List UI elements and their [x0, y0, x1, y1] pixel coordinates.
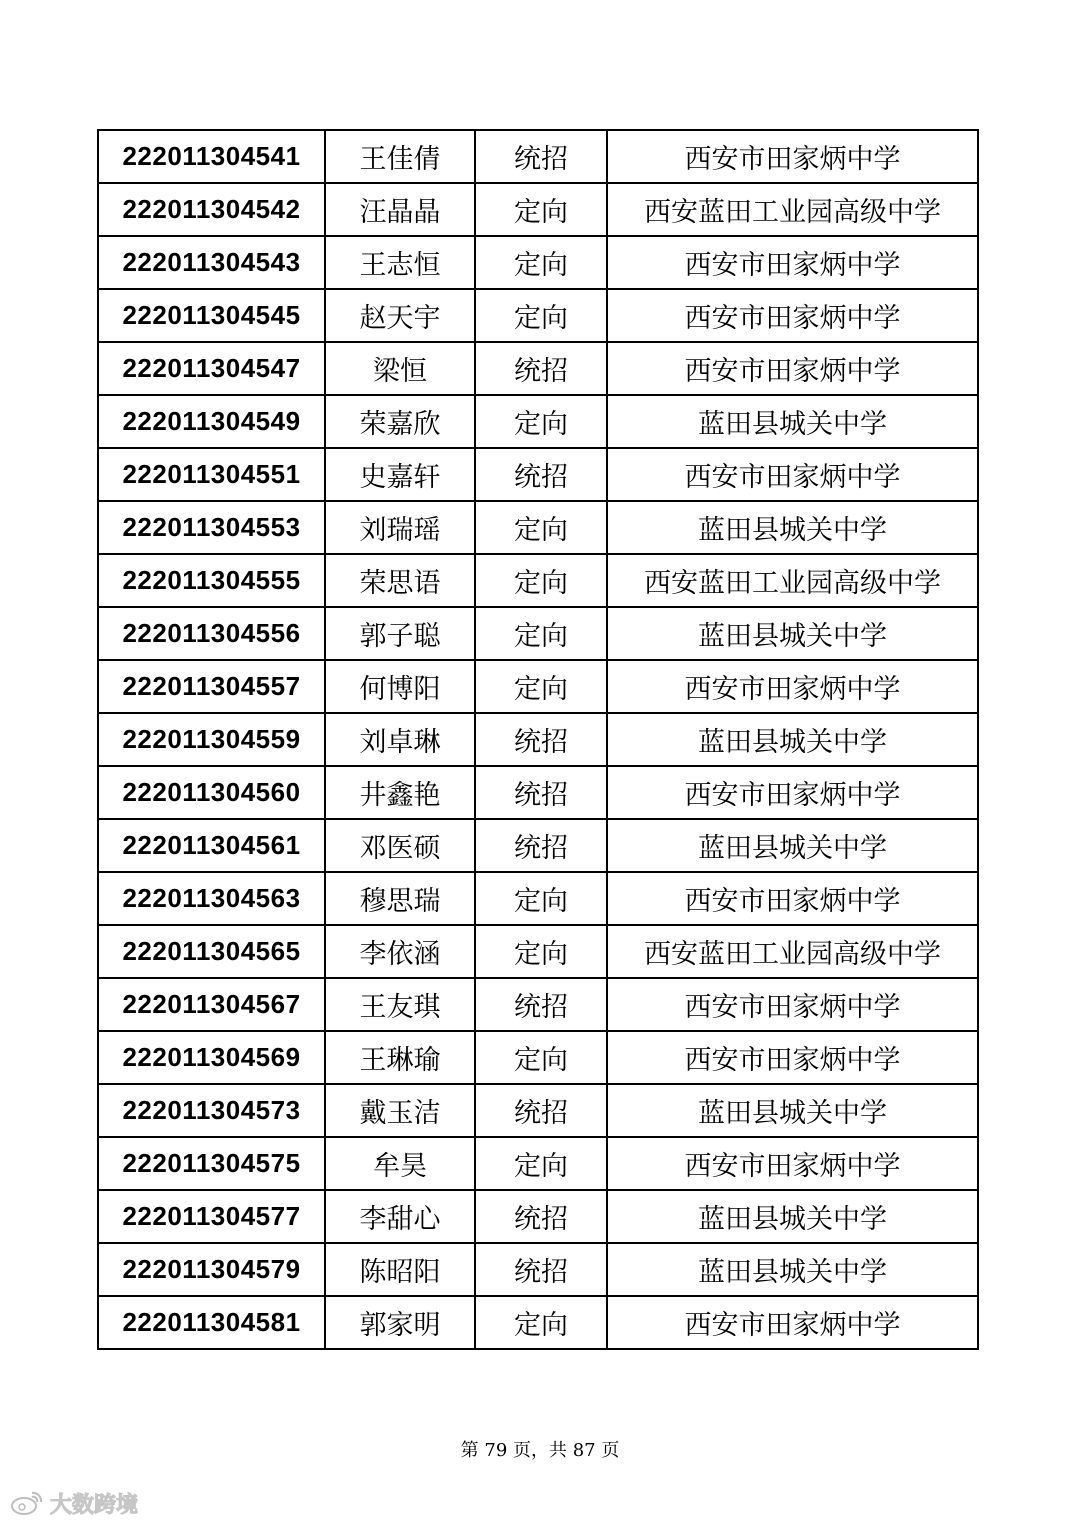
admission-type-cell: 定向 — [475, 1137, 607, 1190]
admission-type-cell: 定向 — [475, 660, 607, 713]
student-name-cell: 荣嘉欣 — [325, 395, 475, 448]
admission-type-cell: 统招 — [475, 448, 607, 501]
admission-type-cell: 定向 — [475, 1296, 607, 1349]
exam-id-cell: 222011304565 — [98, 925, 325, 978]
admission-type-cell: 定向 — [475, 183, 607, 236]
table-row — [98, 1243, 978, 1296]
school-cell: 西安市田家炳中学 — [607, 978, 978, 1031]
school-cell: 西安市田家炳中学 — [607, 236, 978, 289]
student-name-cell: 王琳瑜 — [325, 1031, 475, 1084]
student-name-cell: 陈昭阳 — [325, 1243, 475, 1296]
school-cell: 西安市田家炳中学 — [607, 1031, 978, 1084]
admission-type-cell: 统招 — [475, 819, 607, 872]
admission-type-cell: 定向 — [475, 554, 607, 607]
admission-type-cell: 统招 — [475, 130, 607, 183]
school-cell: 西安市田家炳中学 — [607, 289, 978, 342]
school-cell: 西安市田家炳中学 — [607, 766, 978, 819]
page-number: 第 79 页，共 87 页 — [460, 1440, 620, 1461]
school-cell: 蓝田县城关中学 — [607, 713, 978, 766]
admission-type-cell: 定向 — [475, 872, 607, 925]
table-row — [98, 554, 978, 607]
watermark-text: 大数跨境 — [50, 1492, 139, 1518]
admission-type-cell: 统招 — [475, 1190, 607, 1243]
table-row — [98, 1031, 978, 1084]
student-name-cell: 王佳倩 — [325, 130, 475, 183]
student-name-cell: 牟昊 — [325, 1137, 475, 1190]
exam-id-cell: 222011304549 — [98, 395, 325, 448]
student-name-cell: 赵天宇 — [325, 289, 475, 342]
exam-id-cell: 222011304551 — [98, 448, 325, 501]
admission-type-cell: 统招 — [475, 1243, 607, 1296]
exam-id-cell: 222011304569 — [98, 1031, 325, 1084]
table-row — [98, 925, 978, 978]
exam-id-cell: 222011304560 — [98, 766, 325, 819]
table-row — [98, 819, 978, 872]
admission-type-cell: 统招 — [475, 1084, 607, 1137]
exam-id-cell: 222011304579 — [98, 1243, 325, 1296]
admission-type-cell: 定向 — [475, 1031, 607, 1084]
table-row — [98, 1137, 978, 1190]
weibo-logo-icon — [10, 1489, 44, 1517]
student-name-cell: 郭家明 — [325, 1296, 475, 1349]
exam-id-cell: 222011304555 — [98, 554, 325, 607]
watermark — [10, 1488, 138, 1518]
student-name-cell: 何博阳 — [325, 660, 475, 713]
exam-id-cell: 222011304561 — [98, 819, 325, 872]
student-name-cell: 郭子聪 — [325, 607, 475, 660]
table-row — [98, 1190, 978, 1243]
school-cell: 蓝田县城关中学 — [607, 607, 978, 660]
student-name-cell: 井鑫艳 — [325, 766, 475, 819]
student-name-cell: 荣思语 — [325, 554, 475, 607]
student-name-cell: 王志恒 — [325, 236, 475, 289]
student-name-cell: 邓医硕 — [325, 819, 475, 872]
table-row — [98, 289, 978, 342]
table-row — [98, 1296, 978, 1349]
admission-type-cell: 统招 — [475, 342, 607, 395]
school-cell: 西安市田家炳中学 — [607, 1296, 978, 1349]
exam-id-cell: 222011304575 — [98, 1137, 325, 1190]
student-name-cell: 穆思瑞 — [325, 872, 475, 925]
table-row — [98, 130, 978, 183]
table-row — [98, 183, 978, 236]
exam-id-cell: 222011304542 — [98, 183, 325, 236]
school-cell: 西安市田家炳中学 — [607, 1137, 978, 1190]
student-name-cell: 戴玉洁 — [325, 1084, 475, 1137]
student-name-cell: 史嘉轩 — [325, 448, 475, 501]
admission-type-cell: 统招 — [475, 766, 607, 819]
student-name-cell: 刘瑞瑶 — [325, 501, 475, 554]
school-cell: 西安市田家炳中学 — [607, 660, 978, 713]
table-row — [98, 448, 978, 501]
student-name-cell: 王友琪 — [325, 978, 475, 1031]
table-row — [98, 978, 978, 1031]
school-cell: 蓝田县城关中学 — [607, 819, 978, 872]
school-cell: 西安蓝田工业园高级中学 — [607, 925, 978, 978]
student-name-cell: 刘卓琳 — [325, 713, 475, 766]
exam-id-cell: 222011304581 — [98, 1296, 325, 1349]
student-name-cell: 汪晶晶 — [325, 183, 475, 236]
admission-table-body — [98, 130, 978, 1349]
school-cell: 蓝田县城关中学 — [607, 1190, 978, 1243]
school-cell: 西安蓝田工业园高级中学 — [607, 554, 978, 607]
school-cell: 西安市田家炳中学 — [607, 448, 978, 501]
admission-table — [97, 129, 979, 1350]
table-row — [98, 872, 978, 925]
exam-id-cell: 222011304541 — [98, 130, 325, 183]
table-row — [98, 660, 978, 713]
exam-id-cell: 222011304547 — [98, 342, 325, 395]
table-row — [98, 766, 978, 819]
exam-id-cell: 222011304545 — [98, 289, 325, 342]
admission-type-cell: 定向 — [475, 607, 607, 660]
admission-type-cell: 统招 — [475, 978, 607, 1031]
student-name-cell: 李依涵 — [325, 925, 475, 978]
exam-id-cell: 222011304559 — [98, 713, 325, 766]
exam-id-cell: 222011304553 — [98, 501, 325, 554]
table-row — [98, 713, 978, 766]
exam-id-cell: 222011304563 — [98, 872, 325, 925]
admission-type-cell: 定向 — [475, 289, 607, 342]
exam-id-cell: 222011304543 — [98, 236, 325, 289]
admission-type-cell: 定向 — [475, 395, 607, 448]
school-cell: 西安市田家炳中学 — [607, 872, 978, 925]
school-cell: 蓝田县城关中学 — [607, 1084, 978, 1137]
exam-id-cell: 222011304573 — [98, 1084, 325, 1137]
admission-type-cell: 定向 — [475, 925, 607, 978]
student-name-cell: 梁恒 — [325, 342, 475, 395]
table-row — [98, 342, 978, 395]
school-cell: 蓝田县城关中学 — [607, 395, 978, 448]
school-cell: 蓝田县城关中学 — [607, 1243, 978, 1296]
school-cell: 西安蓝田工业园高级中学 — [607, 183, 978, 236]
student-name-cell: 李甜心 — [325, 1190, 475, 1243]
admission-type-cell: 定向 — [475, 236, 607, 289]
exam-id-cell: 222011304567 — [98, 978, 325, 1031]
table-row — [98, 236, 978, 289]
table-row — [98, 1084, 978, 1137]
admission-type-cell: 定向 — [475, 501, 607, 554]
table-row — [98, 395, 978, 448]
school-cell: 西安市田家炳中学 — [607, 342, 978, 395]
admission-type-cell: 统招 — [475, 713, 607, 766]
table-row — [98, 607, 978, 660]
exam-id-cell: 222011304557 — [98, 660, 325, 713]
table-row — [98, 501, 978, 554]
exam-id-cell: 222011304577 — [98, 1190, 325, 1243]
school-cell: 蓝田县城关中学 — [607, 501, 978, 554]
school-cell: 西安市田家炳中学 — [607, 130, 978, 183]
exam-id-cell: 222011304556 — [98, 607, 325, 660]
